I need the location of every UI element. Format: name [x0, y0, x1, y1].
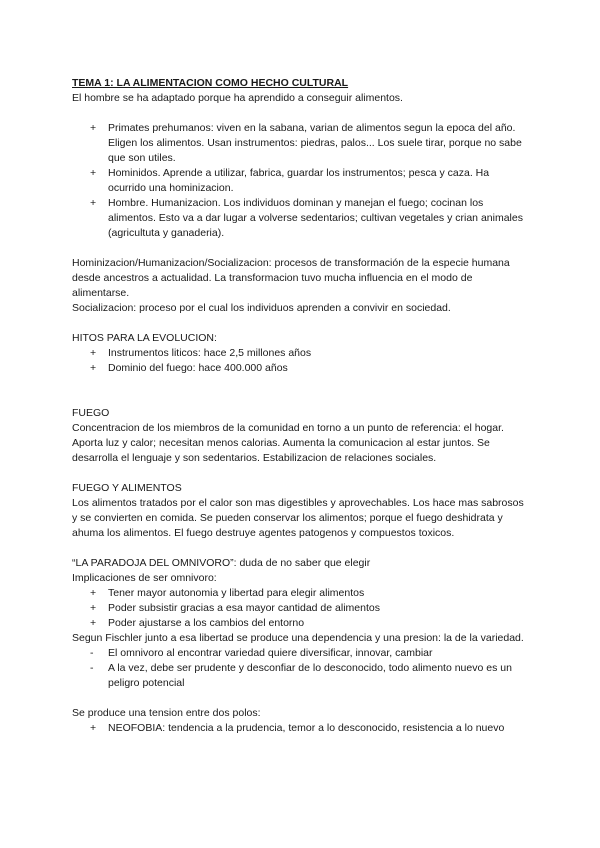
plus-bullet: +: [90, 722, 97, 734]
list-item: + Dominio del fuego: hace 400.000 años: [90, 362, 288, 374]
list-item: - A la vez, debe ser prudente y desconfiar de lo desconocido, todo alimento nuevo es un peligro potencial: [90, 662, 512, 689]
list-item: + Poder ajustarse a los cambios del entorno: [90, 617, 305, 629]
plus-bullet: +: [90, 617, 97, 629]
list-item: + Poder subsistir gracias a esa mayor cantidad de alimentos: [90, 602, 380, 614]
implicaciones-list: [72, 586, 528, 631]
plus-bullet: +: [90, 197, 97, 209]
dash-bullet: -: [90, 662, 94, 674]
hitos-list: [72, 346, 528, 376]
definition-paragraph: Socializacion: proceso por el cual los individuos aprenden a convivir en sociedad.: [72, 302, 451, 314]
implicaciones-heading: Implicaciones de ser omnivoro:: [72, 572, 217, 584]
fischler-list: [72, 646, 528, 691]
tension-paragraph: Se produce una tension entre dos polos:: [72, 707, 261, 719]
fuego-alimentos-paragraph: Los alimentos tratados por el calor son mas digestibles y aprovechables. Los hace mas sabrosos y se convierten en comida. Se pueden conservar los alimentos; porque el fuego deshidrata y ahuma los alimentos. El fuego destruye agentes patogenos y compuestos toxicos.: [72, 497, 524, 539]
fischler-paragraph: Segun Fischler junto a esa libertad se produce una dependencia y una presion: la de la variedad.: [72, 632, 524, 644]
definition-paragraph: Hominizacion/Humanizacion/Socializacion: procesos de transformación de la especie humana desde ancestros a actualidad. La transformacion tuvo mucha influencia en el modo de alimentarse.: [72, 257, 510, 299]
dash-bullet: -: [90, 647, 94, 659]
plus-bullet: +: [90, 362, 97, 374]
plus-bullet: +: [90, 167, 97, 179]
plus-bullet: +: [90, 122, 97, 134]
list-item: + Primates prehumanos: viven en la sabana, varian de alimentos segun la epoca del año. Eligen los alimentos. Usan instrumentos: piedras, palos... Los suele tirar, porque no sabe que son utiles.: [90, 122, 522, 164]
plus-bullet: +: [90, 347, 97, 359]
fuego-paragraph: Concentracion de los miembros de la comunidad en torno a un punto de referencia: el hogar. Aporta luz y calor; necesitan menos calorias. Aumenta la comunicacion al estar juntos. Se desarrolla el lenguaje y son sedentarios. Estabilizacion de relaciones sociales.: [72, 422, 504, 464]
list-item: + Hominidos. Aprende a utilizar, fabrica, guardar los instrumentos; pesca y caza. Ha ocurrido una hominizacion.: [90, 167, 490, 194]
document-body: [72, 76, 528, 736]
list-item: + Hombre. Humanizacion. Los individuos dominan y manejan el fuego; cocinan los alimentos. Esto va a dar lugar a volverse sedentarios; cultivan vegetales y crian animales (agricultuta y ganaderia).: [90, 197, 523, 239]
plus-bullet: +: [90, 587, 97, 599]
section-heading: HITOS PARA LA EVOLUCION:: [72, 332, 217, 344]
section-heading: FUEGO Y ALIMENTOS: [72, 482, 182, 494]
list-item: + Tener mayor autonomia y libertad para elegir alimentos: [90, 587, 365, 599]
tension-list: [72, 721, 528, 736]
section-heading: FUEGO: [72, 407, 110, 419]
list-item: + Instrumentos liticos: hace 2,5 millones años: [90, 347, 312, 359]
intro-paragraph: El hombre se ha adaptado porque ha aprendido a conseguir alimentos.: [72, 92, 403, 104]
plus-bullet: +: [90, 602, 97, 614]
document-title: TEMA 1: LA ALIMENTACION COMO HECHO CULTURAL: [72, 77, 349, 89]
list-item: - El omnivoro al encontrar variedad quiere diversificar, innovar, cambiar: [90, 647, 433, 659]
paradoja-line: “LA PARADOJA DEL OMNIVORO”: duda de no saber que elegir: [72, 557, 371, 569]
evolution-list: [72, 121, 528, 241]
list-item: + NEOFOBIA: tendencia a la prudencia, temor a lo desconocido, resistencia a lo nuevo: [90, 722, 505, 734]
